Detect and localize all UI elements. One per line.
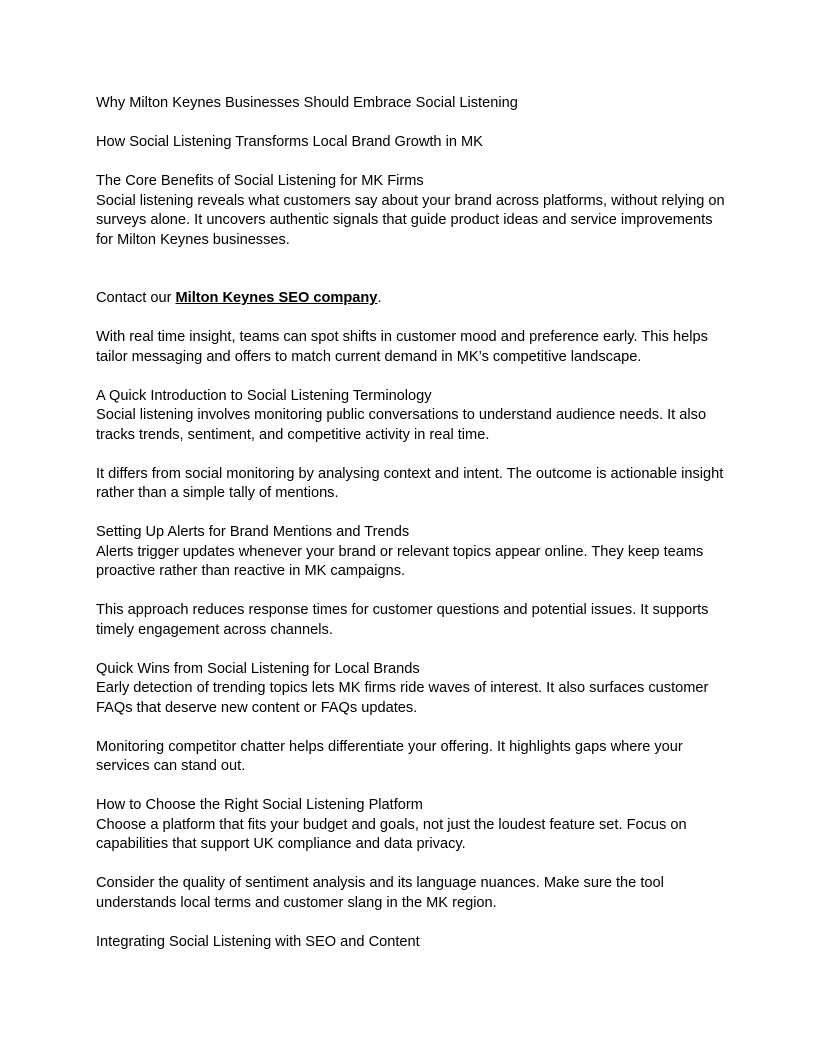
- contact-suffix: .: [377, 290, 382, 306]
- section-paragraph: Monitoring competitor chatter helps differentiate your offering. It highlights gaps where your services can stand out.: [96, 738, 683, 774]
- contact-prefix: Contact our: [96, 290, 176, 306]
- section-heading: How to Choose the Right Social Listening Platform: [96, 797, 423, 813]
- section-paragraph: Consider the quality of sentiment analysis and its language nuances. Make sure the tool understands local terms and customer slang in the MK region.: [96, 875, 664, 911]
- section-heading: The Core Benefits of Social Listening for MK Firms: [96, 173, 424, 189]
- document-body: [96, 94, 726, 952]
- section-heading: Quick Wins from Social Listening for Local Brands: [96, 660, 420, 677]
- section-paragraph: Social listening involves monitoring public conversations to understand audience needs. It also tracks trends, sentiment, and competitive activity in real time.: [96, 407, 707, 443]
- section-paragraph: With real time insight, teams can spot shifts in customer mood and preference early. This helps tailor messaging and offers to match current demand in MK’s competitive landscape.: [96, 329, 708, 365]
- section-paragraph: It differs from social monitoring by analysing context and intent. The outcome is actionable insight rather than a simple tally of mentions.: [96, 465, 724, 501]
- document-title: Why Milton Keynes Businesses Should Embrace Social Listening: [96, 95, 518, 111]
- document-subtitle: How Social Listening Transforms Local Brand Growth in MK: [96, 134, 483, 150]
- seo-company-link[interactable]: Milton Keynes SEO company: [175, 290, 378, 306]
- section-paragraph: Early detection of trending topics lets MK firms ride waves of interest. It also surfaces customer FAQs that deserve new content or FAQs updates.: [96, 680, 709, 716]
- section-paragraph: Social listening reveals what customers say about your brand across platforms, without relying on surveys alone. It uncovers authentic signals that guide product ideas and service improvements for Milton Keynes businesses.: [96, 192, 725, 248]
- section-paragraph: This approach reduces response times for customer questions and potential issues. It supports timely engagement across channels.: [96, 602, 709, 638]
- section-heading: Integrating Social Listening with SEO and Content: [96, 933, 420, 950]
- section-heading: Setting Up Alerts for Brand Mentions and Trends: [96, 524, 410, 540]
- section-paragraph: Alerts trigger updates whenever your brand or relevant topics appear online. They keep teams proactive rather than reactive in MK campaigns.: [96, 543, 704, 579]
- contact-line: [96, 289, 726, 309]
- section-heading: A Quick Introduction to Social Listening Terminology: [96, 387, 432, 404]
- section-paragraph: Choose a platform that fits your budget and goals, not just the loudest feature set. Focus on capabilities that support UK compliance and data privacy.: [96, 816, 687, 852]
